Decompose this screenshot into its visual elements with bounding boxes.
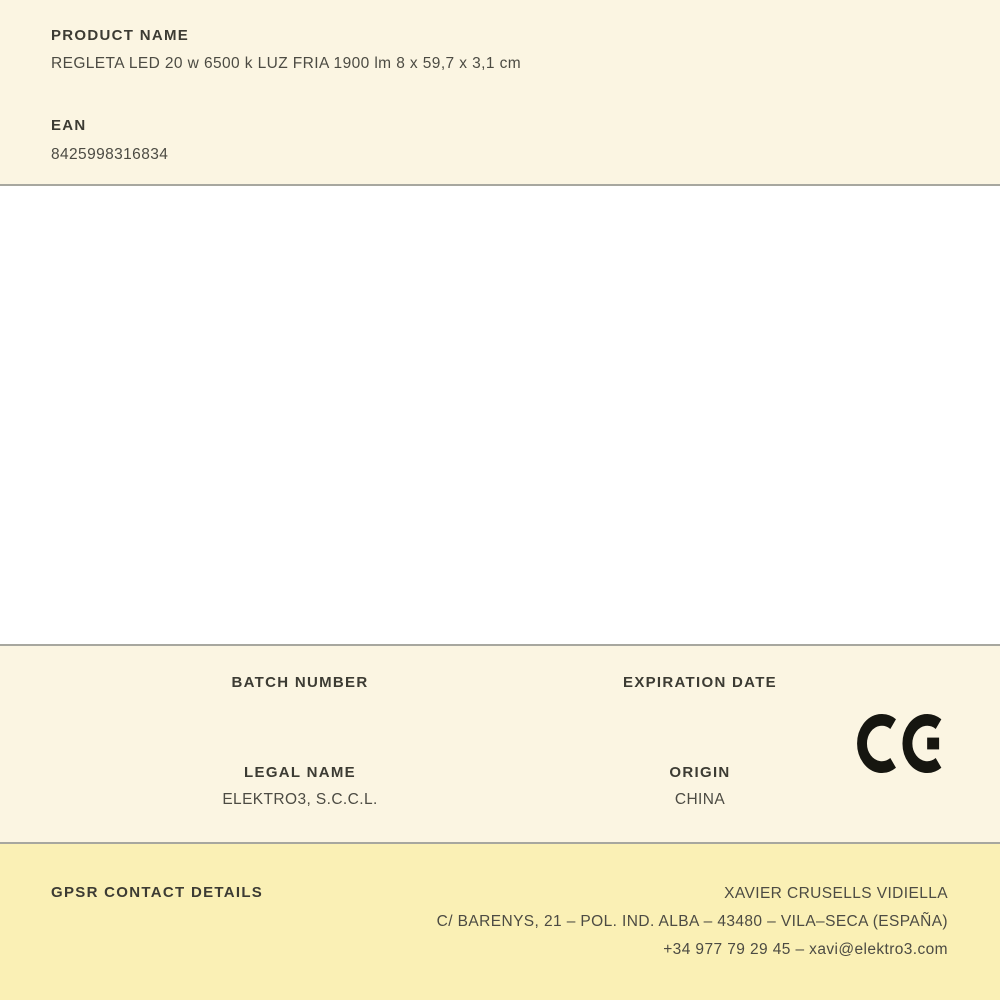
gpsr-contact-name: XAVIER CRUSELLS VIDIELLA (724, 885, 948, 902)
product-info-section (0, 0, 1000, 184)
origin-column (500, 764, 900, 809)
product-name-label: PRODUCT NAME (51, 27, 190, 44)
gpsr-contact-block (437, 880, 948, 964)
gpsr-contact-address: C/ BARENYS, 21 – POL. IND. ALBA – 43480 – VILA–SECA (ESPAÑA) (436, 913, 948, 930)
expiration-date-label: EXPIRATION DATE (623, 674, 777, 691)
legal-name-label: LEGAL NAME (244, 764, 356, 781)
ean-label: EAN (51, 117, 87, 134)
ean-value: 8425998316834 (51, 146, 169, 163)
expiration-date-column (500, 674, 900, 701)
gpsr-contact-phone-email: +34 977 79 29 45 – xavi@elektro3.com (663, 941, 948, 958)
gpsr-section (0, 844, 1000, 1000)
batch-number-label: BATCH NUMBER (231, 674, 369, 691)
batch-expiration-row (100, 674, 900, 701)
batch-details-section (0, 646, 1000, 842)
origin-label: ORIGIN (669, 764, 731, 781)
legal-name-column (100, 764, 500, 809)
blank-section (0, 186, 1000, 644)
ce-mark-icon (857, 712, 942, 775)
batch-number-column (100, 674, 500, 701)
legal-origin-row (100, 764, 900, 809)
origin-value: CHINA (674, 791, 726, 808)
gpsr-contact-details-label: GPSR CONTACT DETAILS (51, 884, 264, 901)
legal-name-value: ELEKTRO3, S.C.C.L. (222, 791, 378, 808)
product-name-value: REGLETA LED 20 w 6500 k LUZ FRIA 1900 lm 8 x 59,7 x 3,1 cm (51, 55, 522, 72)
